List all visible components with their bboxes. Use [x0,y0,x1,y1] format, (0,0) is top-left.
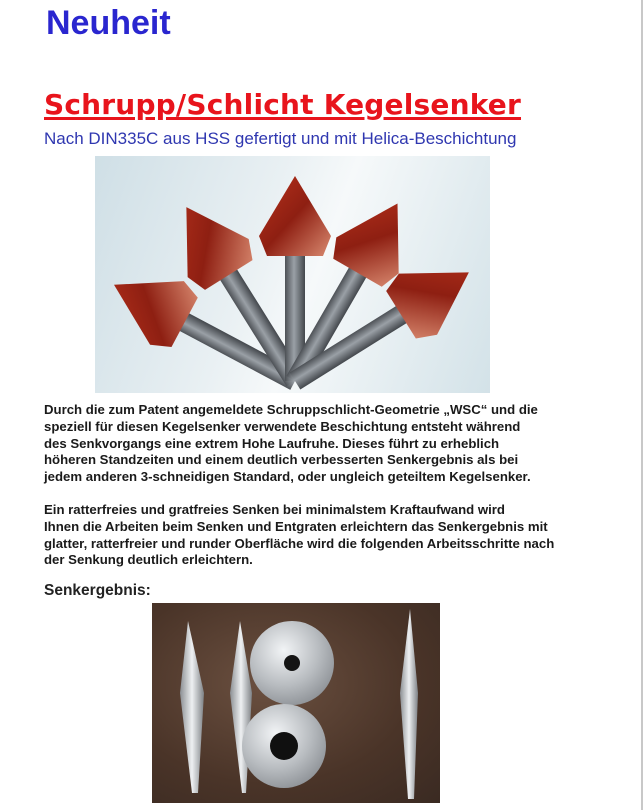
spiral-chip-1 [180,621,204,793]
text-line: der Senkung deutlich erleichtern. [44,552,253,568]
spiral-chip-3 [400,609,418,799]
text-line: Durch die zum Patent angemeldete Schruppschlicht-Geometrie „WSC“ und die [44,402,538,417]
new-badge-heading: Neuheit [46,4,171,42]
text-line: Ihnen die Arbeiten beim Senken und Entgraten erleichtern das Senkergebnis mit [44,518,548,534]
result-heading: Senkergebnis: [44,582,151,599]
countersinks-illustration [95,156,490,393]
text-line: Ein ratterfreies und gratfreies Senken bei minimalstem Kraftaufwand wird [44,502,505,517]
description-paragraph-1 [44,402,538,486]
machining-results-illustration [152,603,440,803]
description-paragraph-2 [44,502,554,569]
text-line: des Senkvorgangs eine extrem Hohe Laufruhe. Dieses führt zu erheblich [44,435,500,451]
product-subtitle: Nach DIN335C aus HSS gefertigt und mit Helica-Beschichtung [44,129,517,148]
text-line: speziell für diesen Kegelsenker verwendete Beschichtung entsteht während [44,418,521,434]
product-title: Schrupp/Schlicht Kegelsenker [44,88,521,121]
text-line: glatter, ratterfreier und runder Oberfläche wird die folgenden Arbeitsschritte nach [44,535,555,551]
result-photo [152,603,440,803]
text-line: jedem anderen 3-schneidigen Standard, oder ungleich geteiltem Kegelsenker. [44,469,531,485]
product-photo [95,156,490,393]
text-line: höheren Standzeiten und einem deutlich verbesserten Senkergebnis als bei [44,452,519,468]
